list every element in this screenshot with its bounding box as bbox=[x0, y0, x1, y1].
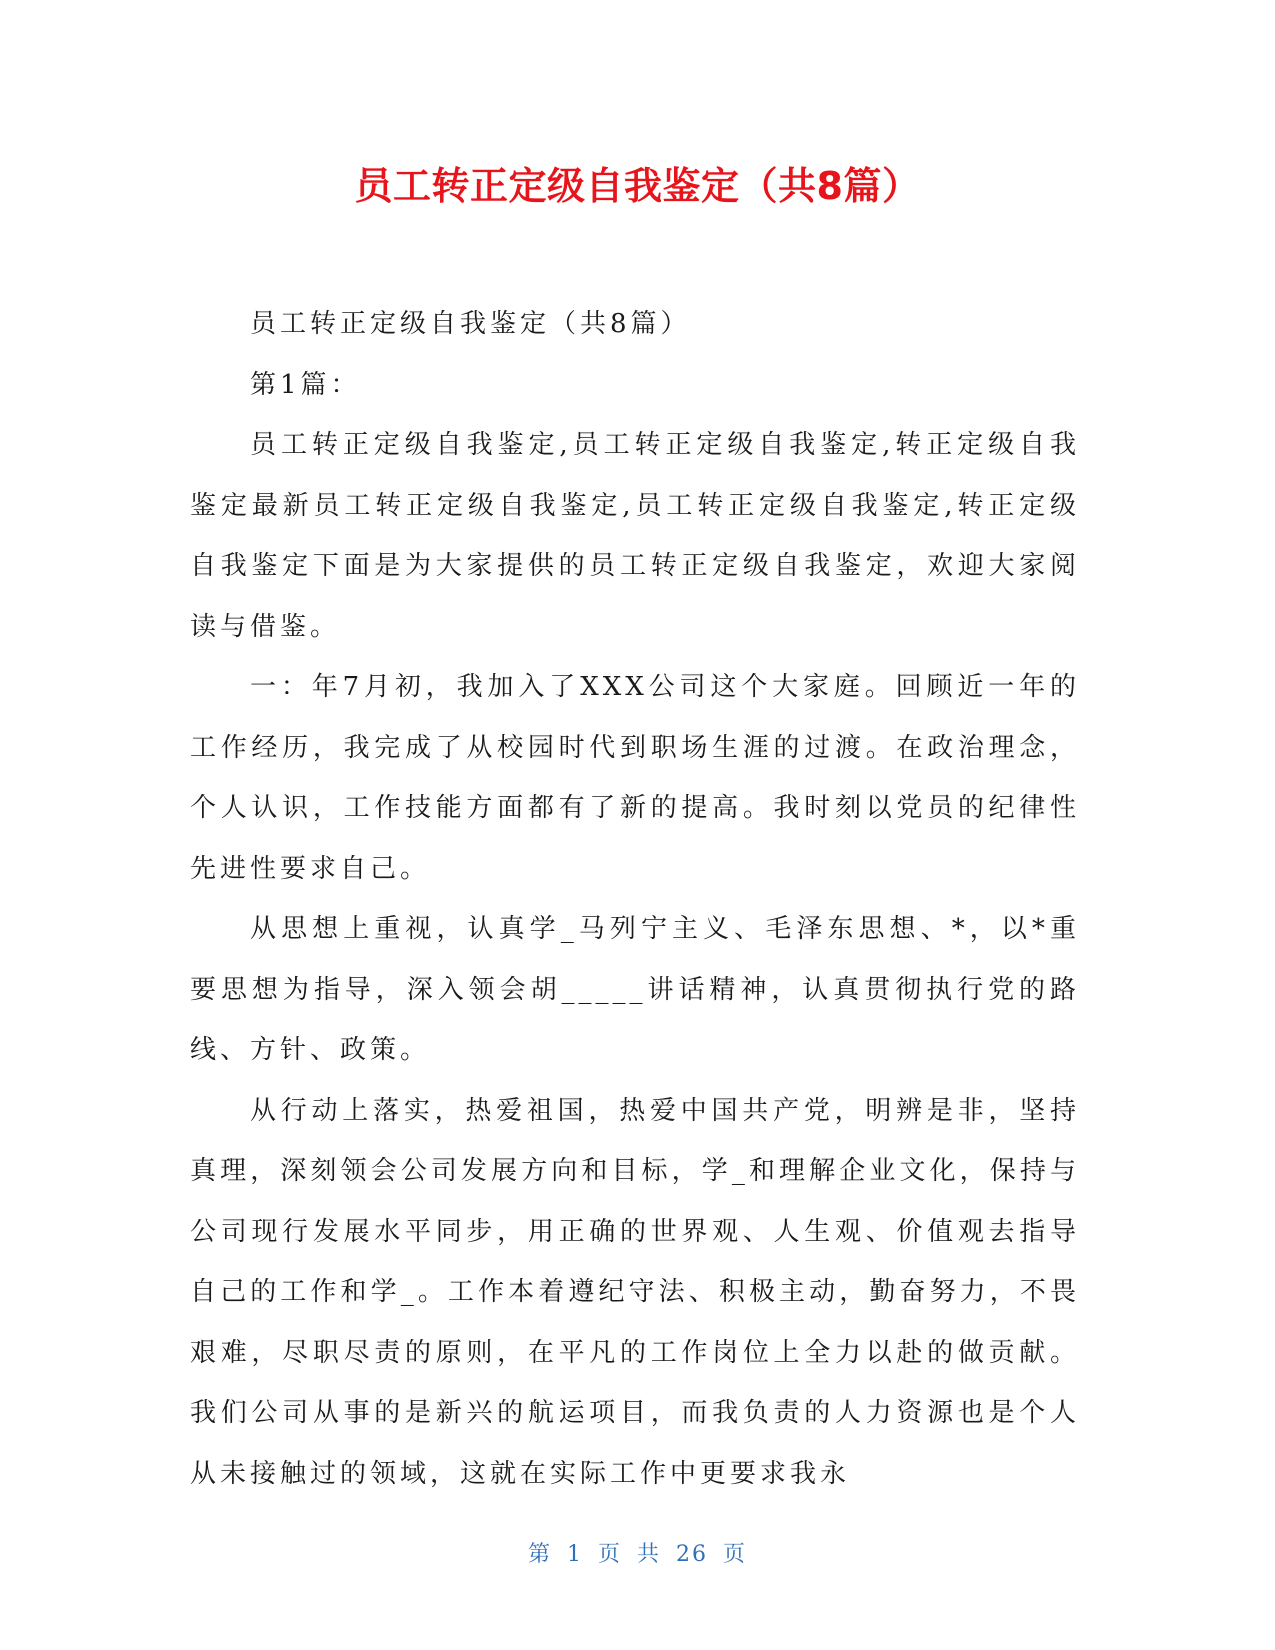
page-number-footer: 第 1 页 共 26 页 bbox=[528, 1542, 747, 1567]
paragraph-one: 一：年7月初，我加入了XXX公司这个大家庭。回顾近一年的工作经历，我完成了从校园时代到职场生涯的过渡。在政治理念，个人认识，工作技能方面都有了新的提高。我时刻以党员的纪律性先进性要求自己。 bbox=[190, 672, 1080, 884]
document-body bbox=[190, 294, 1080, 1504]
document-title: 员工转正定级自我鉴定（共8篇） bbox=[354, 164, 921, 208]
paragraph-section-heading: 第1篇： bbox=[250, 369, 361, 400]
paragraph-thought: 从思想上重视，认真学_马列宁主义、毛泽东思想、*，以*重要思想为指导，深入领会胡_____讲话精神，认真贯彻执行党的路线、方针、政策。 bbox=[190, 914, 1080, 1065]
paragraph-intro: 员工转正定级自我鉴定,员工转正定级自我鉴定,转正定级自我鉴定最新员工转正定级自我鉴定,员工转正定级自我鉴定,转正定级自我鉴定下面是为大家提供的员工转正定级自我鉴定，欢迎大家阅读与借鉴。 bbox=[190, 430, 1080, 642]
paragraph-action: 从行动上落实，热爱祖国，热爱中国共产党，明辨是非，坚持真理，深刻领会公司发展方向和目标，学_和理解企业文化，保持与公司现行发展水平同步，用正确的世界观、人生观、价值观去指导自己的工作和学_。工作本着遵纪守法、积极主动，勤奋努力，不畏艰难，尽职尽责的原则，在平凡的工作岗位上全力以赴的做贡献。我们公司从事的是新兴的航运项目，而我负责的人力资源也是个人从未接触过的领域，这就在实际工作中更要求我永 bbox=[190, 1095, 1080, 1489]
paragraph-subtitle: 员工转正定级自我鉴定（共8篇） bbox=[250, 309, 691, 339]
